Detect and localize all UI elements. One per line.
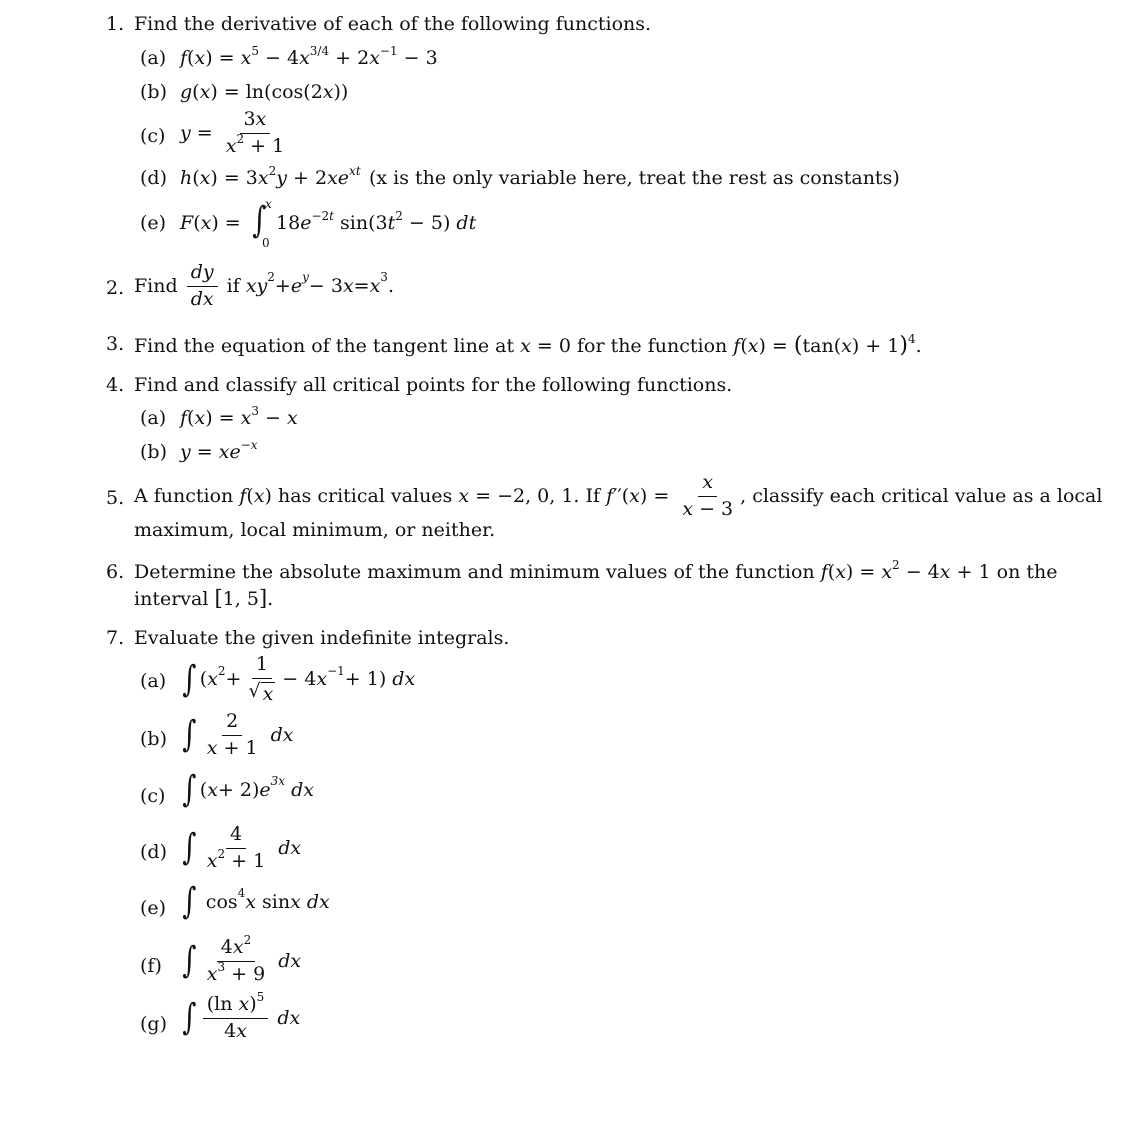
q5-statement: A function f ( x ) has critical values x = −2, 0, 1. If f ′′( x ) = $\frac{x}{x - 3}$ , classify each critical value as a local — [134, 471, 1103, 520]
q1-prompt: Find the derivative of each of the following functions. — [134, 13, 652, 35]
q7d-label: (d) — [140, 841, 167, 863]
q1b-label: (b) — [140, 81, 167, 103]
q7c-integral: ∫ ( x + 2) e 3x dx — [182, 769, 314, 810]
q4a-label: (a) — [140, 407, 167, 429]
q1d-note: (x is the only variable here, treat the rest as constants) — [369, 167, 900, 189]
q7d-integral: ∫ $\frac{4}{x^2 + 1}$ dx — [182, 823, 302, 872]
q7c-label: (c) — [140, 785, 166, 807]
q7f-integral: ∫ $\frac{4x^2}{x^3 + 9}$ dx — [182, 933, 302, 985]
q2-statement: Find $\frac{dy}{dx}$ if xy $^2$ + e y − 3 x = x $^3$ . — [134, 261, 394, 310]
q6-number: 6. — [106, 561, 125, 583]
q2-prompt: Find — [134, 274, 178, 297]
q7b-integral: ∫ $\frac{2}{x + 1}$ dx — [182, 710, 294, 759]
q1a-label: (a) — [140, 47, 167, 69]
q1c-function: y = $\frac{3x}{x^2 + 1}$ — [180, 108, 285, 157]
q4-number: 4. — [106, 374, 125, 396]
q7a-label: (a) — [140, 670, 167, 692]
q2-number: 2. — [106, 277, 125, 299]
q1a-function: $f(x) = x^5 - 4x^{3/4} + 2x^{-1} - 3$ — [180, 44, 438, 69]
q1d-function: $h(x) = 3x^2y + 2xe^{xt}$ — [180, 164, 361, 189]
q1e-label: (e) — [140, 212, 167, 234]
q1b-function: g(x) = ln(cos(2x)) — [180, 81, 349, 103]
q3-number: 3. — [106, 333, 125, 355]
q6-statement: Determine the absolute maximum and minimum values of the function $f(x) = x^2 - 4x + 1$ on the — [134, 558, 1058, 583]
q7-number: 7. — [106, 627, 125, 649]
q1-number: 1. — [106, 13, 125, 35]
q7b-label: (b) — [140, 728, 167, 750]
q7f-label: (f) — [140, 955, 162, 977]
q7-prompt: Evaluate the given indefinite integrals. — [134, 627, 510, 649]
q7e-integral: ∫ cos $^4$ x sin x dx — [182, 881, 330, 922]
q7e-label: (e) — [140, 897, 167, 919]
q1c-label: (c) — [140, 125, 166, 147]
q4b-function: $y = xe^{-x}$ — [180, 438, 258, 463]
q7g-integral: ∫ $\frac{(\ln x)^5}{4x}$ dx — [182, 990, 301, 1042]
q3-prompt: Find the equation of the tangent line at — [134, 335, 515, 357]
q4-prompt: Find and classify all critical points for the following functions. — [134, 374, 733, 396]
q1d-label: (d) — [140, 167, 167, 189]
q5-number: 5. — [106, 487, 125, 509]
q5-line2: maximum, local minimum, or neither. — [134, 519, 496, 541]
q4a-function: $f(x) = x^3 - x$ — [180, 404, 298, 429]
q7g-label: (g) — [140, 1013, 167, 1035]
q6-line2: interval [1, 5]. — [134, 586, 274, 610]
q3-statement: Find the equation of the tangent line at x = 0 for the function $f(x) = (\tan(x) + 1)^4$. — [134, 332, 922, 358]
q7a-integral: ∫ ( x $^2$ + 1 √ x − 4 x $^{-1}$ + 1) dx — [182, 653, 416, 705]
q4b-label: (b) — [140, 441, 167, 463]
